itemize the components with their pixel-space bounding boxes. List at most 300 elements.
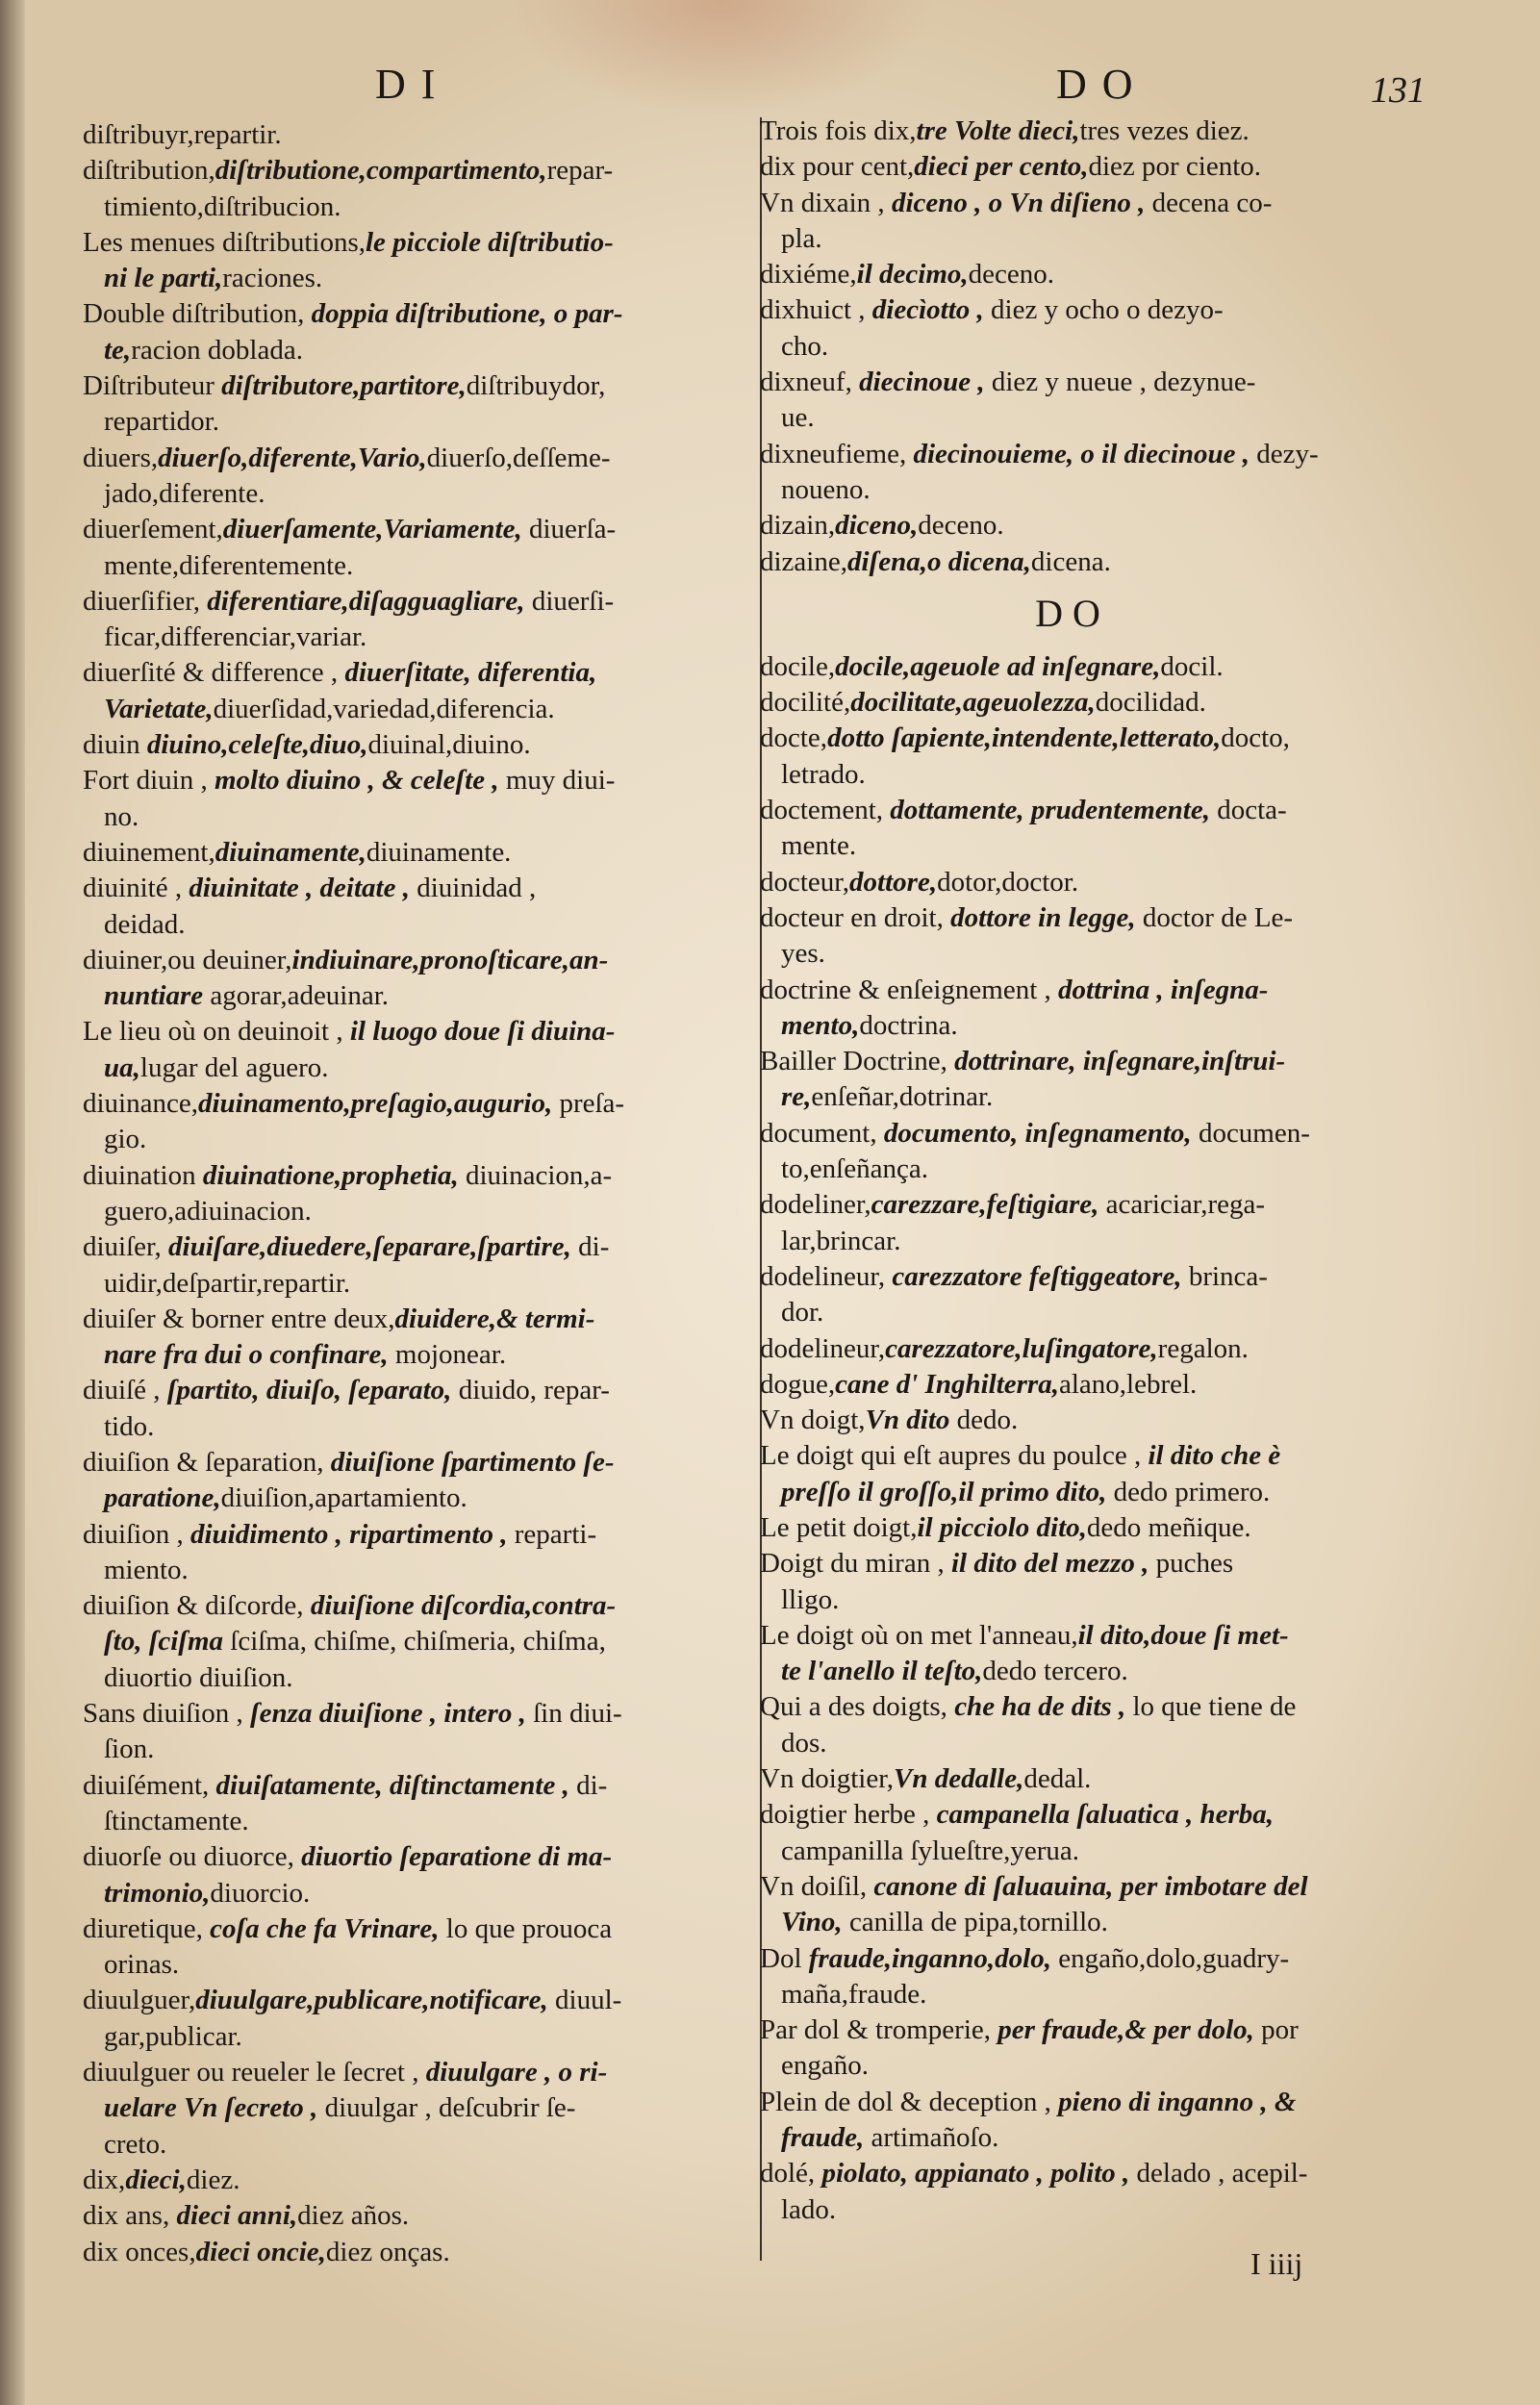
spanish-translation: cho. <box>781 330 829 362</box>
spanish-translation: uidir,deſpartir,repartir. <box>104 1267 351 1299</box>
spanish-translation: docilidad. <box>1095 687 1206 719</box>
dictionary-line <box>83 1768 756 1804</box>
spanish-translation: deceno. <box>968 259 1055 291</box>
dictionary-line <box>83 727 756 763</box>
italian-translation: mento, <box>781 1009 860 1041</box>
spanish-translation: mojonear. <box>388 1339 507 1371</box>
spanish-translation: timiento,diſtribucion. <box>104 190 341 222</box>
dictionary-line <box>760 292 1385 328</box>
dictionary-line <box>83 871 756 906</box>
french-term: diuretique, <box>83 1912 211 1944</box>
spanish-translation: ſciſma, chiſme, chiſmeria, chiſma, <box>230 1626 606 1658</box>
dictionary-line <box>83 1804 756 1839</box>
french-term: document, <box>760 1117 884 1149</box>
french-term: Vn doigtier, <box>760 1763 894 1795</box>
dictionary-line <box>83 404 756 440</box>
dictionary-line <box>760 973 1385 1008</box>
italian-translation: dottore in legge, <box>950 901 1136 933</box>
dictionary-line <box>83 1553 756 1588</box>
right-main-entries <box>760 649 1385 2228</box>
dictionary-line <box>760 329 1385 365</box>
french-term: dolé, <box>760 2158 822 2190</box>
french-term: Vn doiſil, <box>760 1870 874 1902</box>
french-term: Doigt du miran , <box>760 1548 951 1580</box>
dictionary-line <box>760 2013 1385 2048</box>
dictionary-line <box>760 114 1385 149</box>
dictionary-line <box>83 1373 756 1408</box>
dictionary-line <box>83 2163 756 2198</box>
dictionary-line <box>83 1337 756 1373</box>
italian-translation: diuulgare,publicare,notificare, <box>195 1985 548 2016</box>
spanish-translation: diſtribuydor, <box>466 370 606 402</box>
dictionary-line <box>760 1905 1385 1940</box>
italian-translation: diuiſare,diuedere,ſeparare,ſpartire, <box>168 1231 571 1263</box>
italian-translation: molto diuino , & celeſte , <box>214 765 499 797</box>
french-term: dixneuf, <box>760 367 860 398</box>
spanish-translation: dezy- <box>1250 438 1319 469</box>
spanish-translation: dos. <box>781 1727 827 1759</box>
french-term: dogue, <box>760 1368 836 1400</box>
spanish-translation: engaño. <box>781 2050 869 2082</box>
dictionary-line <box>83 548 756 584</box>
spanish-translation: jado,diferente. <box>104 477 265 509</box>
dictionary-line <box>760 257 1385 292</box>
spanish-translation: gio. <box>104 1124 147 1155</box>
dictionary-line <box>83 190 756 225</box>
dictionary-line <box>760 828 1385 864</box>
spanish-translation: maña,fraude. <box>781 1978 927 2010</box>
french-term: Double diſtribution, <box>83 298 312 330</box>
italian-translation: coſa che fa Vrinare, <box>210 1912 440 1944</box>
italian-translation: dotto ſapiente,intendente,letterato, <box>827 722 1222 754</box>
dictionary-line <box>83 1409 756 1445</box>
french-term: diuorſe ou diuorce, <box>83 1841 302 1873</box>
spanish-translation: repar- <box>546 155 614 187</box>
french-term: dizaine, <box>760 545 847 577</box>
spanish-translation: regalon. <box>1157 1332 1249 1364</box>
italian-translation: carezzare,feſtigiare, <box>871 1189 1099 1221</box>
dictionary-line <box>83 1588 756 1624</box>
spanish-translation: noueno. <box>781 473 871 505</box>
dictionary-line <box>760 1152 1385 1187</box>
section-heading-do: DO <box>1035 591 1110 635</box>
dictionary-line <box>760 721 1385 756</box>
dictionary-line <box>83 1229 756 1265</box>
spanish-translation: ſin diui- <box>525 1698 622 1730</box>
spanish-translation: dedal. <box>1023 1763 1092 1795</box>
french-term: Dol <box>760 1942 809 1974</box>
italian-translation: diſena,o dicena, <box>846 545 1031 577</box>
italian-translation: doppia diſtributione, o par- <box>311 298 623 330</box>
spanish-translation: pla. <box>781 222 822 254</box>
dictionary-line <box>760 1582 1385 1618</box>
dictionary-line <box>83 1122 756 1157</box>
french-term: Vn doigt, <box>760 1405 866 1436</box>
dictionary-line <box>83 2198 756 2234</box>
italian-translation: diuiſione diſcordia,contra- <box>310 1590 617 1622</box>
italian-translation: diecinouieme, o il diecinoue , <box>913 438 1250 469</box>
italian-translation: diecinoue , <box>859 367 985 398</box>
french-term: Vn dixain , <box>760 187 892 218</box>
french-term: dix onces, <box>83 2236 196 2267</box>
dictionary-line <box>83 1481 756 1516</box>
spanish-translation: acariciar,rega- <box>1098 1189 1266 1221</box>
page-number: 131 <box>1371 70 1426 111</box>
italian-translation: te l'anello il teſto, <box>781 1656 983 1687</box>
dictionary-line <box>760 2120 1385 2156</box>
dictionary-line <box>760 221 1385 257</box>
spanish-translation: engaño,dolo,guadry- <box>1050 1942 1290 1974</box>
italian-translation: diecìotto , <box>871 294 984 326</box>
italian-translation: dottrina , inſegna- <box>1058 974 1269 1005</box>
dictionary-line <box>760 2192 1385 2228</box>
dictionary-line <box>760 1187 1385 1223</box>
french-term: Diſtributeur <box>83 370 222 402</box>
dictionary-line <box>83 1839 756 1875</box>
spanish-translation: gar,publicar. <box>104 2020 242 2052</box>
dictionary-line <box>760 437 1385 472</box>
spanish-translation: ue. <box>781 402 815 434</box>
spanish-translation: di- <box>570 1231 610 1263</box>
dictionary-line <box>83 1660 756 1696</box>
spanish-translation: diez años. <box>297 2200 410 2232</box>
italian-translation: Vn dito <box>865 1405 957 1436</box>
spanish-translation: diez. <box>186 2164 240 2195</box>
italian-translation: paratione, <box>104 1482 221 1514</box>
dictionary-line <box>83 296 756 332</box>
dictionary-line <box>83 1624 756 1659</box>
spanish-translation: ficar,differenciar,variar. <box>104 621 367 653</box>
french-term: Fort diuin , <box>83 765 215 797</box>
french-term: Qui a des doigts, <box>760 1691 955 1723</box>
spanish-translation: orinas. <box>104 1949 180 1981</box>
italian-translation: ſpartito, diuiſo, ſeparato, <box>166 1375 452 1406</box>
dictionary-line <box>83 1911 756 1947</box>
french-term: diuinance, <box>83 1088 198 1120</box>
dictionary-line <box>83 1947 756 1983</box>
dictionary-line <box>760 1259 1385 1295</box>
dictionary-line <box>83 1876 756 1911</box>
dictionary-line <box>760 1008 1385 1044</box>
spanish-translation: to,enſeñança. <box>781 1153 928 1185</box>
french-term: diuiſion , <box>83 1518 190 1550</box>
spanish-translation: lo que prouoca <box>439 1912 613 1944</box>
spanish-translation: por <box>1253 2014 1299 2046</box>
spanish-translation: agorar,adeuinar. <box>210 980 390 1012</box>
dictionary-line <box>83 1086 756 1122</box>
italian-translation: piolato, appianato , polito , <box>821 2158 1130 2190</box>
spanish-translation: mente,diferentemente. <box>104 549 354 581</box>
dictionary-line <box>760 1689 1385 1725</box>
italian-translation: docile,ageuole ad inſegnare, <box>835 650 1161 682</box>
spanish-translation: diuinal,diuino. <box>367 729 531 761</box>
spanish-translation: alano,lebrel. <box>1058 1368 1198 1400</box>
french-term: diuination <box>83 1159 203 1191</box>
spanish-translation: docil. <box>1160 650 1224 682</box>
spanish-translation: diez y nueue , dezynue- <box>984 367 1256 398</box>
italian-translation: te, <box>104 334 132 366</box>
italian-translation: che ha de dits , <box>954 1691 1126 1723</box>
french-term: docte, <box>760 722 828 754</box>
italian-translation: carezzatore feſtiggeatore, <box>892 1260 1182 1292</box>
spanish-translation: diuulgar , deſcubrir ſe- <box>317 2092 576 2124</box>
dictionary-line <box>760 1367 1385 1403</box>
dictionary-line <box>760 472 1385 508</box>
spanish-translation: artimañoſo. <box>864 2122 999 2154</box>
spanish-translation: dor. <box>781 1297 824 1329</box>
italian-translation: nuntiare <box>104 980 211 1012</box>
spanish-translation: lligo. <box>781 1583 840 1615</box>
italian-translation: dottrinare, inſegnare,inſtrui- <box>954 1046 1286 1077</box>
french-term: dizain, <box>760 510 836 542</box>
dictionary-line <box>760 793 1385 828</box>
spanish-translation: diuerſa- <box>521 514 617 545</box>
dictionary-line <box>83 2235 756 2270</box>
dictionary-line <box>83 476 756 512</box>
dictionary-line <box>760 1079 1385 1115</box>
dictionary-line <box>83 799 756 835</box>
dictionary-line <box>83 225 756 261</box>
italian-translation: diuerſamente,Variamente, <box>222 514 522 545</box>
italian-translation: diuerſo,diferente,Vario, <box>158 442 427 473</box>
dictionary-line <box>83 1517 756 1553</box>
dictionary-line <box>83 1194 756 1229</box>
dictionary-line <box>83 907 756 943</box>
spanish-translation: diez y ocho o dezyo- <box>983 294 1224 326</box>
italian-translation: Vino, <box>781 1907 843 1938</box>
french-term: dodelineur, <box>760 1332 886 1364</box>
italian-translation: ni le parti, <box>104 263 223 294</box>
italian-translation: Vn dedalle, <box>893 1763 1024 1795</box>
running-header-left: DI <box>375 61 451 108</box>
dictionary-line <box>760 1726 1385 1761</box>
spanish-translation: dicena. <box>1030 545 1111 577</box>
italian-translation: diuidere,& termi- <box>394 1303 595 1334</box>
spanish-translation: diuortio diuiſion. <box>104 1661 293 1693</box>
italian-translation: preſſo il groſſo,il primo dito, <box>781 1476 1107 1507</box>
dictionary-line <box>760 1475 1385 1510</box>
dictionary-line <box>760 1834 1385 1869</box>
spanish-translation: doctrina. <box>859 1009 958 1041</box>
french-term: diuinité , <box>83 873 189 904</box>
spanish-translation: campanilla ſylueſtre,yerua. <box>781 1835 1079 1866</box>
dictionary-line <box>760 685 1385 721</box>
dictionary-line <box>83 1732 756 1767</box>
spanish-translation: diuido, repar- <box>451 1375 610 1406</box>
dictionary-line <box>760 2048 1385 2084</box>
spanish-translation: deidad. <box>104 908 186 940</box>
italian-translation: dieci per cento, <box>914 151 1089 183</box>
spanish-translation: ſion. <box>104 1734 155 1765</box>
spanish-translation: diuinamente. <box>366 836 512 868</box>
italian-translation: diuulgare , o ri- <box>425 2057 608 2089</box>
spanish-translation: lado. <box>781 2193 837 2225</box>
book-spine-shadow <box>0 0 25 2405</box>
spanish-translation: diuinacion,a- <box>458 1159 613 1191</box>
italian-translation: le picciole diſtributio- <box>366 226 614 258</box>
dictionary-line <box>83 1266 756 1302</box>
french-term: dodelineur, <box>760 1260 893 1292</box>
dictionary-line <box>760 1295 1385 1330</box>
spanish-translation: enſeñar,dotrinar. <box>811 1081 994 1113</box>
italian-translation: fraude, <box>781 2122 865 2154</box>
dictionary-line <box>83 943 756 978</box>
spanish-translation: miento. <box>104 1554 189 1585</box>
dictionary-line <box>760 1941 1385 1977</box>
spanish-translation: brinca- <box>1181 1260 1268 1292</box>
dictionary-line <box>760 544 1385 580</box>
dictionary-line <box>83 1302 756 1337</box>
italian-translation: dieci oncie, <box>195 2236 326 2267</box>
spanish-translation: dedo primero. <box>1106 1476 1271 1507</box>
dictionary-line <box>83 2090 756 2126</box>
italian-translation: diuiſione ſpartimento ſe- <box>330 1446 615 1478</box>
italian-translation: diuerſitate, diferentia, <box>344 657 597 689</box>
french-term: docteur, <box>760 866 850 898</box>
french-term: docilité, <box>760 687 851 719</box>
spanish-translation: diuul- <box>547 1985 622 2016</box>
italian-translation: il dito,doue ſi met- <box>1077 1619 1289 1651</box>
spanish-translation: puches <box>1149 1548 1234 1580</box>
spanish-translation: creto. <box>104 2128 167 2160</box>
spanish-translation: diuorcio. <box>210 1877 311 1909</box>
dictionary-line <box>83 441 756 476</box>
french-term: diuiſion & ſeparation, <box>83 1446 331 1478</box>
french-term: dodeliner, <box>760 1189 871 1221</box>
italian-translation: ſto, ſciſma <box>104 1626 231 1658</box>
italian-translation: il decimo, <box>856 259 969 291</box>
dictionary-line <box>83 368 756 404</box>
dictionary-line <box>83 835 756 871</box>
french-term: diſtribuyr,repartir. <box>83 119 282 150</box>
spanish-translation: dotor,doctor. <box>937 866 1079 898</box>
dictionary-line <box>83 692 756 727</box>
dictionary-line <box>760 1510 1385 1546</box>
italian-translation: dottamente, prudentemente, <box>890 795 1210 826</box>
french-term: diuerſité & difference , <box>83 657 345 689</box>
spanish-translation: repartidor. <box>104 406 219 438</box>
spanish-translation: doctor de Le- <box>1135 901 1294 933</box>
dictionary-line <box>83 1696 756 1732</box>
spanish-translation: diuerſi- <box>524 585 615 617</box>
italian-translation: re, <box>781 1081 812 1113</box>
spanish-translation: lo que tiene de <box>1125 1691 1297 1723</box>
french-term: Trois fois dix, <box>760 115 917 146</box>
french-term: diuinement, <box>83 836 215 868</box>
italian-translation: diuinatione,prophetia, <box>202 1159 459 1191</box>
italian-translation: indiuinare,pronoſticare,an- <box>291 944 609 975</box>
french-term: Les menues diſtributions, <box>83 226 366 258</box>
dictionary-line <box>760 1869 1385 1905</box>
spanish-translation: preſa- <box>552 1088 625 1120</box>
italian-translation: diſtributore,partitore, <box>221 370 467 402</box>
dictionary-line <box>760 1618 1385 1654</box>
french-term: diuerſifier, <box>83 585 208 617</box>
spanish-translation: tres vezes diez. <box>1079 115 1250 146</box>
french-term: diuiſé , <box>83 1375 167 1406</box>
dictionary-line <box>83 261 756 296</box>
french-term: diuers, <box>83 442 159 473</box>
italian-translation: documento, inſegnamento, <box>883 1117 1192 1149</box>
dictionary-line <box>83 763 756 798</box>
spanish-translation: diez onças. <box>325 2236 450 2267</box>
italian-translation: diſtributione,compartimento, <box>215 155 547 187</box>
spanish-translation: dedo tercero. <box>982 1656 1128 1687</box>
french-term: Bailler Doctrine, <box>760 1046 955 1077</box>
french-term: dixiéme, <box>760 259 857 291</box>
french-term: diuulguer, <box>83 1985 196 2016</box>
french-term: Le petit doigt, <box>760 1511 918 1543</box>
french-term: docile, <box>760 650 836 682</box>
italian-translation: ſenza diuiſione , intero , <box>250 1698 526 1730</box>
dictionary-line <box>760 400 1385 436</box>
italian-translation: diuiſatamente, diſtinctamente , <box>215 1769 569 1801</box>
dictionary-line <box>760 1654 1385 1689</box>
dictionary-line <box>83 1445 756 1481</box>
spanish-translation: diuerſidad,variedad,diferencia. <box>213 693 555 724</box>
italian-translation: cane d' Inghilterra, <box>835 1368 1059 1400</box>
italian-translation: campanella ſaluatica , herba, <box>936 1799 1275 1831</box>
spanish-translation: delado , acepil- <box>1129 2158 1308 2190</box>
dictionary-line <box>83 117 756 153</box>
french-term: doctement, <box>760 795 891 826</box>
french-term: diuiſer & borner entre deux, <box>83 1303 395 1334</box>
italian-translation: diuidimento , ripartimento , <box>189 1518 508 1550</box>
french-term: diuerſement, <box>83 514 223 545</box>
italian-translation: nare fra dui o confinare, <box>104 1339 389 1371</box>
french-term: dix ans, <box>83 2200 177 2232</box>
italian-translation: diuino,celeſte,diuo, <box>146 729 368 761</box>
french-term: diuiſer, <box>83 1231 169 1263</box>
dictionary-line <box>760 1224 1385 1259</box>
italian-translation: il dito del mezzo , <box>950 1548 1149 1580</box>
dictionary-line <box>83 655 756 691</box>
spanish-translation: diez por ciento. <box>1088 151 1262 183</box>
italian-translation: dieci anni, <box>176 2200 298 2232</box>
dictionary-line <box>760 2085 1385 2120</box>
french-term: Plein de dol & deception , <box>760 2086 1059 2117</box>
spanish-translation: muy diui- <box>498 765 616 797</box>
french-term: diſtribution, <box>83 155 215 187</box>
italian-translation: per fraude,& per dolo, <box>997 2014 1254 2046</box>
spanish-translation: no. <box>104 800 139 832</box>
dictionary-line <box>760 1331 1385 1367</box>
spanish-translation: canilla de pipa,tornillo. <box>842 1907 1108 1938</box>
spanish-translation: diuinidad , <box>409 873 537 904</box>
dictionary-line <box>83 1158 756 1194</box>
right-column <box>760 114 1385 2228</box>
signature-mark: I iiij <box>1250 2246 1303 2281</box>
french-term: diuiſion & diſcorde, <box>83 1590 311 1622</box>
spanish-translation: deceno. <box>918 510 1004 542</box>
spanish-translation: raciones. <box>222 263 323 294</box>
spanish-translation: racion doblada. <box>131 334 303 366</box>
italian-translation: il dito che è <box>1148 1440 1281 1472</box>
left-column <box>83 117 756 2270</box>
dictionary-line <box>760 1797 1385 1833</box>
dictionary-line <box>83 978 756 1014</box>
spanish-translation: reparti- <box>507 1518 597 1550</box>
dictionary-line <box>760 186 1385 221</box>
dictionary-line <box>760 936 1385 972</box>
spanish-translation: guero,adiuinacion. <box>104 1195 312 1227</box>
spanish-translation: decena co- <box>1145 187 1273 218</box>
french-term: Le doigt où on met l'anneau, <box>760 1619 1078 1651</box>
italian-translation: ua, <box>104 1051 140 1083</box>
italian-translation: diuinamente, <box>215 836 366 868</box>
spanish-translation: diuiſion,apartamiento. <box>220 1482 467 1514</box>
dictionary-line <box>83 153 756 189</box>
